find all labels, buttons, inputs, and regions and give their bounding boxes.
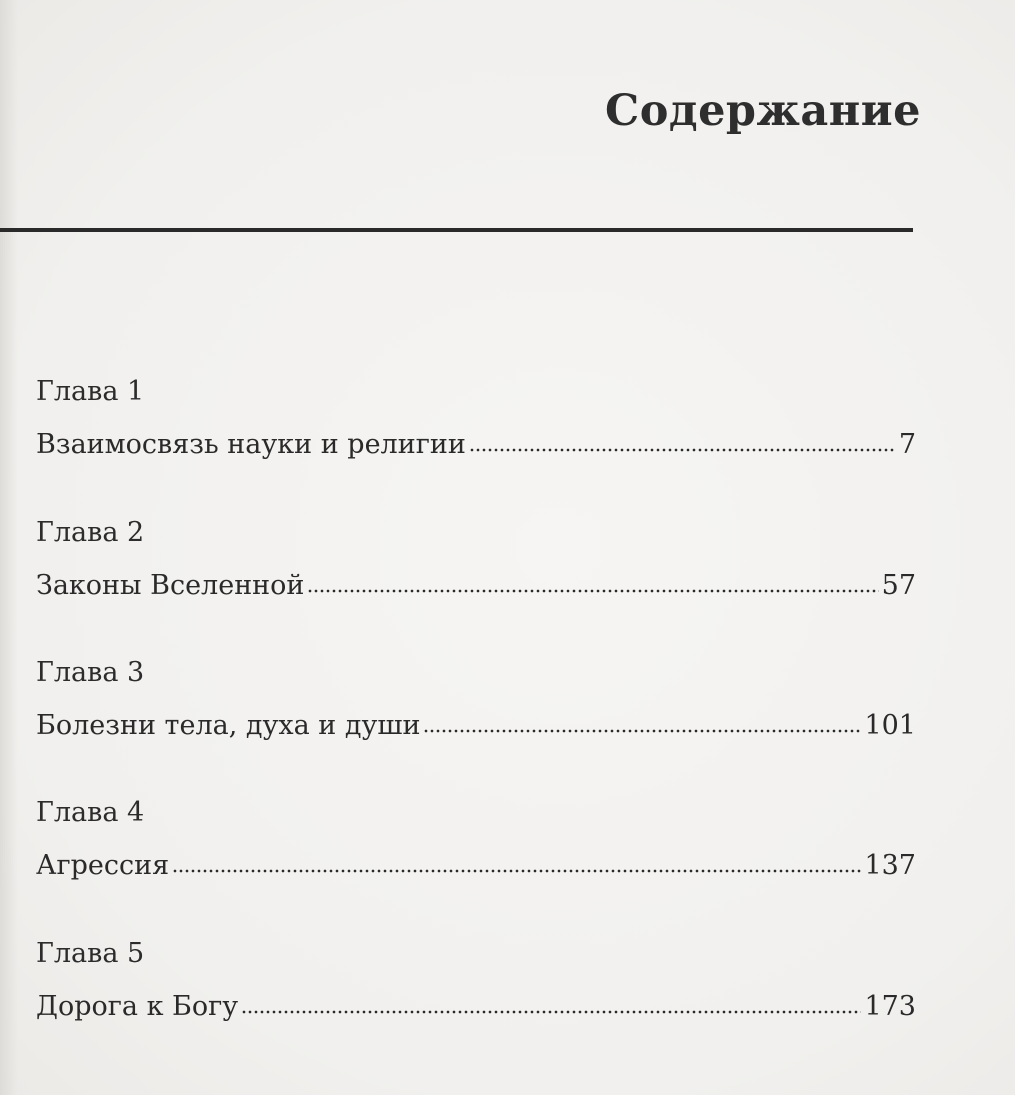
title-rule <box>0 228 913 232</box>
toc-entry-1[interactable] <box>36 376 916 462</box>
toc-entry-2[interactable] <box>36 517 916 603</box>
chapter-label: Глава 5 <box>36 938 145 969</box>
page-number: 57 <box>881 570 916 601</box>
page-number: 7 <box>898 429 916 460</box>
dot-leader <box>241 1009 861 1015</box>
toc-row[interactable] <box>36 569 916 603</box>
page-title: Содержание <box>605 86 921 136</box>
chapter-label: Глава 3 <box>36 657 145 688</box>
chapter-label: Глава 2 <box>36 517 145 548</box>
toc-entry-3[interactable] <box>36 657 916 743</box>
chapter-label: Глава 1 <box>36 376 145 407</box>
toc-row[interactable] <box>36 709 916 743</box>
toc-entry-4[interactable] <box>36 797 916 883</box>
chapter-label: Глава 4 <box>36 797 145 828</box>
chapter-title: Взаимосвязь науки и религии <box>36 429 466 460</box>
page-number: 173 <box>864 991 916 1022</box>
toc-row[interactable] <box>36 849 916 883</box>
dot-leader <box>307 588 878 594</box>
chapter-title: Законы Вселенной <box>36 570 305 601</box>
toc-row[interactable] <box>36 990 916 1024</box>
dot-leader <box>172 868 861 874</box>
page-number: 137 <box>864 850 916 881</box>
page-gutter-shadow <box>0 0 18 1095</box>
chapter-title: Агрессия <box>36 850 170 881</box>
chapter-title: Болезни тела, духа и души <box>36 710 421 741</box>
dot-leader <box>423 728 861 734</box>
chapter-title: Дорога к Богу <box>36 991 239 1022</box>
toc-row[interactable] <box>36 428 916 462</box>
toc-entry-5[interactable] <box>36 938 916 1024</box>
page-number: 101 <box>864 710 916 741</box>
dot-leader <box>469 447 896 453</box>
